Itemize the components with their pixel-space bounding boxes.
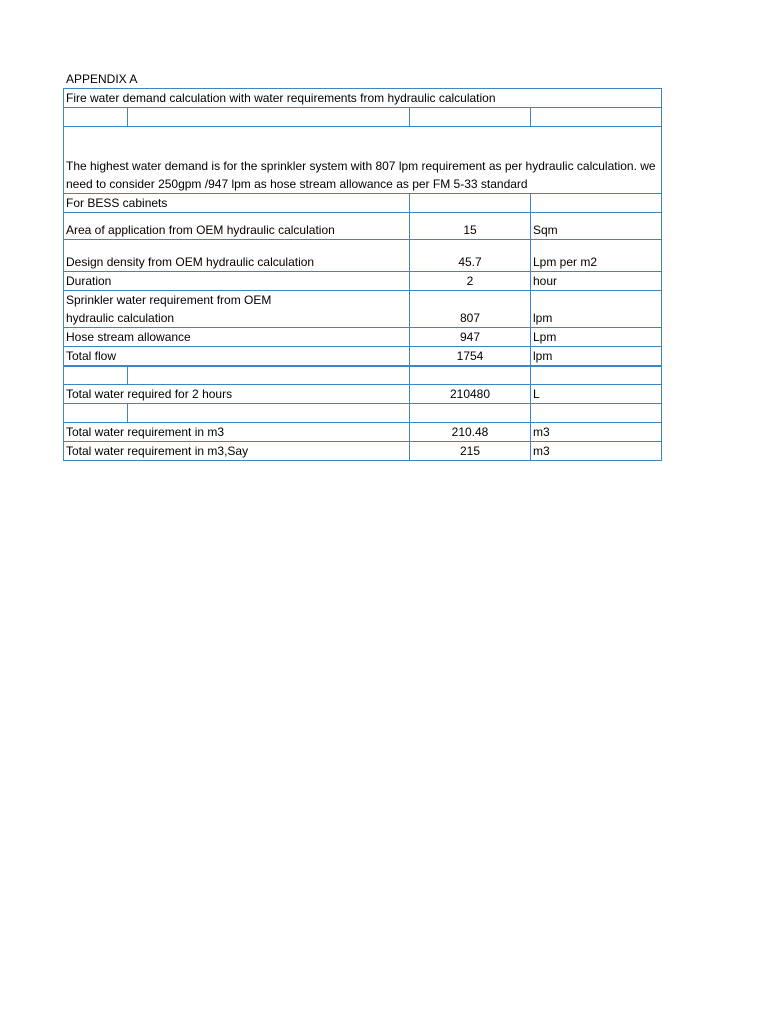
empty-cell — [128, 403, 410, 422]
row-unit: Lpm per m2 — [531, 240, 662, 272]
table-row — [64, 422, 662, 441]
table-row — [64, 240, 662, 272]
spreadsheet-page — [63, 70, 661, 461]
table-row — [64, 347, 662, 367]
table-title: Fire water demand calculation with water requirements from hydraulic calculation — [64, 89, 662, 108]
table-row — [64, 213, 662, 240]
empty-cell — [64, 403, 128, 422]
empty-cell — [410, 366, 531, 384]
demand-note: The highest water demand is for the sprinkler system with 807 lpm requirement as per hydraulic calculation. we need to consider 250gpm /947 lpm as hose stream allowance as per FM 5-33 standard — [64, 127, 662, 194]
row-unit: Sqm — [531, 213, 662, 240]
empty-cell — [531, 366, 662, 384]
row-label: Total water required for 2 hours — [64, 384, 410, 403]
empty-row — [64, 403, 662, 422]
empty-cell — [531, 403, 662, 422]
row-label: Area of application from OEM hydraulic calculation — [64, 213, 410, 240]
row-value: 45.7 — [410, 240, 531, 272]
empty-cell — [410, 403, 531, 422]
row-label: Sprinkler water requirement from OEM hydraulic calculation — [64, 291, 410, 328]
empty-row — [64, 366, 662, 384]
empty-cell — [410, 108, 531, 127]
note-row — [64, 127, 662, 194]
row-label: Hose stream allowance — [64, 328, 410, 347]
section-heading: For BESS cabinets — [64, 194, 410, 213]
row-label: Total flow — [64, 347, 410, 367]
table-row — [64, 272, 662, 291]
empty-cell — [64, 366, 128, 384]
empty-row — [64, 108, 662, 127]
row-unit: m3 — [531, 422, 662, 441]
row-label: Duration — [64, 272, 410, 291]
table-row — [64, 441, 662, 460]
row-unit: m3 — [531, 441, 662, 460]
row-label: Total water requirement in m3,Say — [64, 441, 410, 460]
title-row — [64, 89, 662, 108]
empty-cell — [128, 366, 410, 384]
empty-cell — [64, 108, 128, 127]
calculation-table — [63, 88, 662, 461]
row-value: 1754 — [410, 347, 531, 367]
table-row — [64, 328, 662, 347]
row-unit: Lpm — [531, 328, 662, 347]
row-unit: lpm — [531, 347, 662, 367]
row-value: 2 — [410, 272, 531, 291]
row-value: 215 — [410, 441, 531, 460]
row-value: 947 — [410, 328, 531, 347]
appendix-label: APPENDIX A — [66, 72, 138, 86]
row-unit: lpm — [531, 291, 662, 328]
section-row — [64, 194, 662, 213]
empty-cell — [531, 194, 662, 213]
empty-cell — [410, 194, 531, 213]
row-value: 210.48 — [410, 422, 531, 441]
row-unit: hour — [531, 272, 662, 291]
row-value: 15 — [410, 213, 531, 240]
row-unit: L — [531, 384, 662, 403]
table-row — [64, 291, 662, 328]
row-label: Total water requirement in m3 — [64, 422, 410, 441]
row-value: 210480 — [410, 384, 531, 403]
row-label: Design density from OEM hydraulic calculation — [64, 240, 410, 272]
empty-cell — [128, 108, 410, 127]
table-row — [64, 384, 662, 403]
empty-cell — [531, 108, 662, 127]
row-value: 807 — [410, 291, 531, 328]
